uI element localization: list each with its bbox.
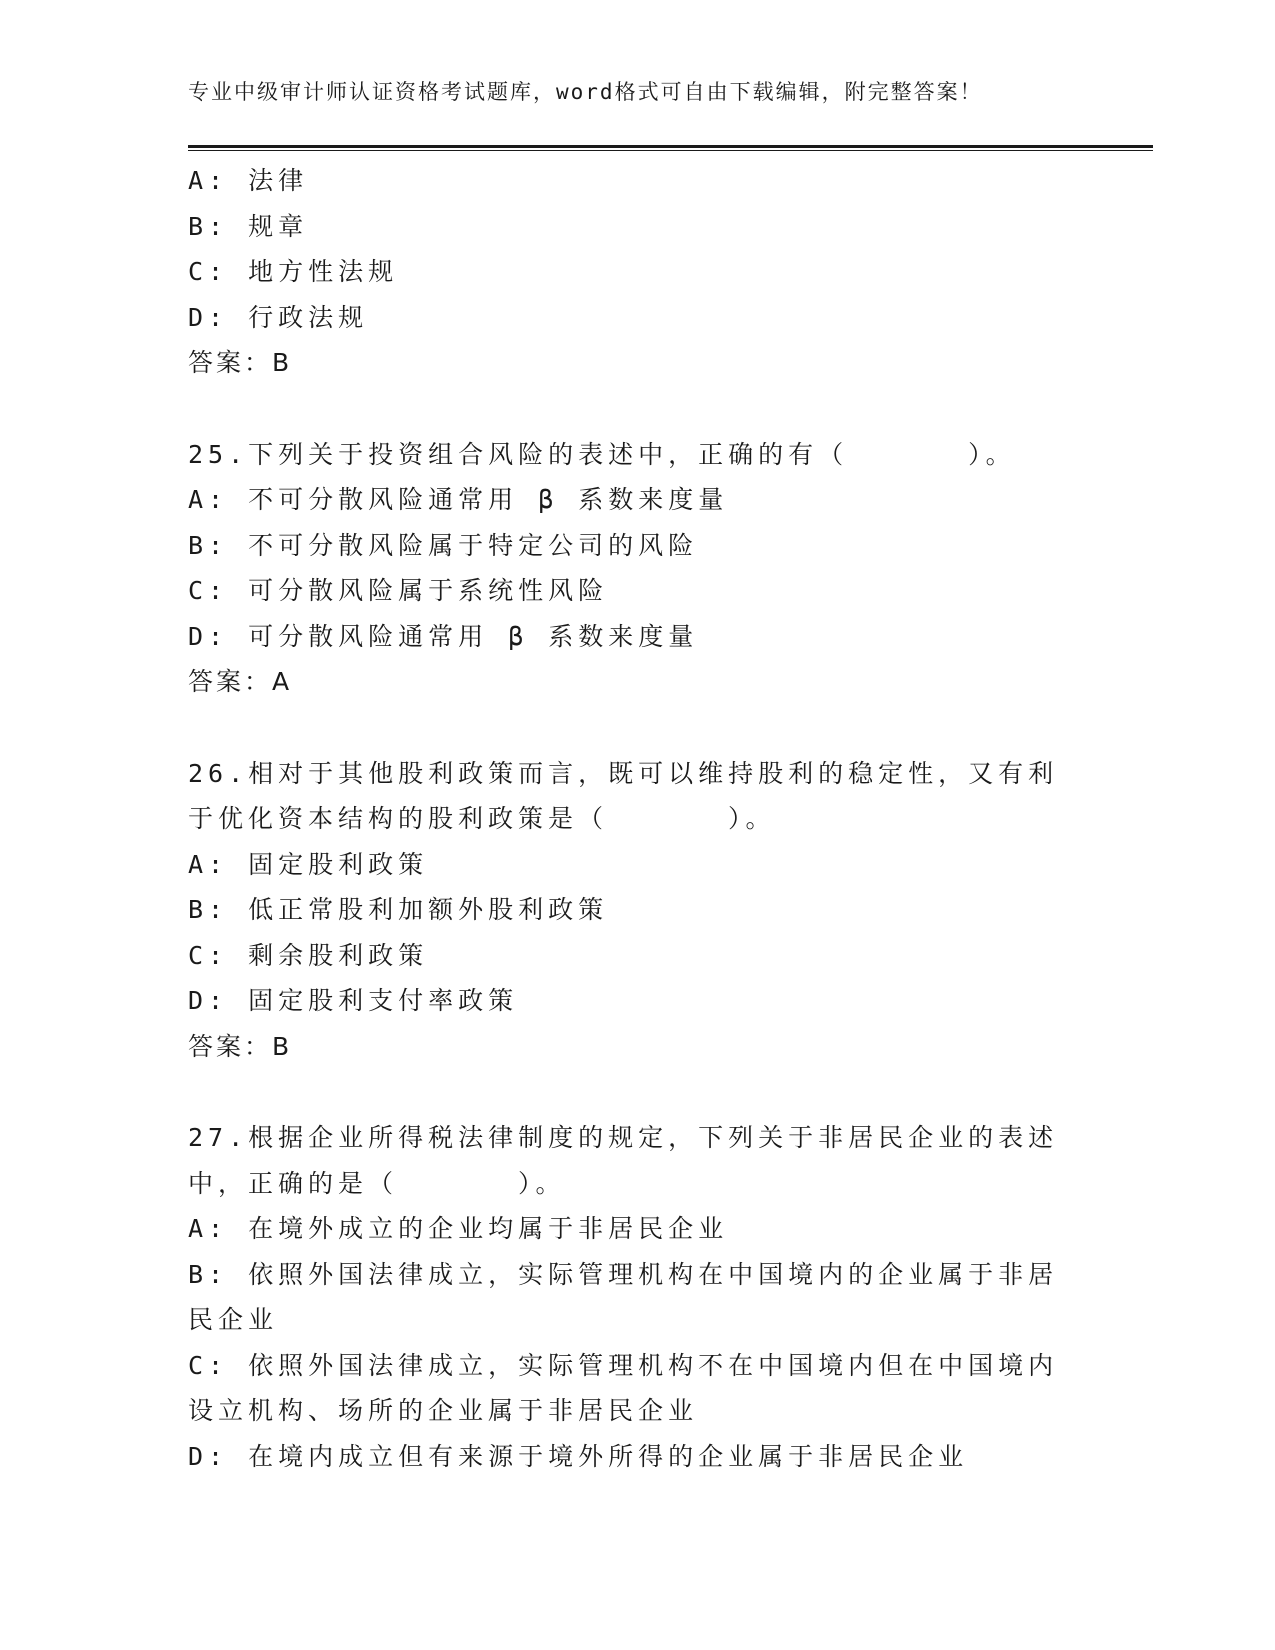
option-a: A: 法律 <box>188 166 309 195</box>
option-a: A: 在境外成立的企业均属于非居民企业 <box>188 1214 729 1243</box>
option-d: D: 固定股利支付率政策 <box>188 986 519 1015</box>
option-d: D: 在境内成立但有来源于境外所得的企业属于非居民企业 <box>188 1441 969 1471</box>
question-stem: 27.根据企业所得税法律制度的规定，下列关于非居民企业的表述中，正确的是（ ）。 <box>188 1123 1059 1198</box>
option-c: C: 可分散风险属于系统性风险 <box>188 576 609 605</box>
option-c: C: 地方性法规 <box>188 257 399 286</box>
option-b: B: 不可分散风险属于特定公司的风险 <box>188 530 699 560</box>
option-a: A: 不可分散风险通常用 β 系数来度量 <box>188 485 729 514</box>
answer: 答案：B <box>188 348 293 377</box>
question-25-block <box>188 432 1088 705</box>
question-stem: 25.下列关于投资组合风险的表述中，正确的有（ ）。 <box>188 439 1016 469</box>
page-header: 专业中级审计师认证资格考试题库，word格式可自由下载编辑，附完整答案！ <box>188 80 983 104</box>
option-c: C: 剩余股利政策 <box>188 940 429 970</box>
question-26-block <box>188 751 1088 1070</box>
option-b: B: 低正常股利加额外股利政策 <box>188 895 609 924</box>
header-divider-thick <box>188 145 1153 148</box>
option-d: D: 可分散风险通常用 β 系数来度量 <box>188 621 699 651</box>
question-stem: 26.相对于其他股利政策而言，既可以维持股利的稳定性，又有利于优化资本结构的股利政策是（ ）。 <box>188 758 1059 833</box>
option-b: B: 规章 <box>188 211 309 241</box>
option-b: B: 依照外国法律成立，实际管理机构在中国境内的企业属于非居民企业 <box>188 1259 1059 1334</box>
option-a: A: 固定股利政策 <box>188 849 429 879</box>
header-divider-thin <box>188 150 1153 151</box>
option-d: D: 行政法规 <box>188 302 369 332</box>
option-c: C: 依照外国法律成立，实际管理机构不在中国境内但在中国境内设立机构、场所的企业属于非居民企业 <box>188 1350 1059 1425</box>
question-27-block <box>188 1115 1088 1479</box>
answer: 答案：A <box>188 667 293 696</box>
prev-question-block <box>188 158 1088 386</box>
question-content <box>188 158 1088 1479</box>
answer: 答案：B <box>188 1031 293 1061</box>
